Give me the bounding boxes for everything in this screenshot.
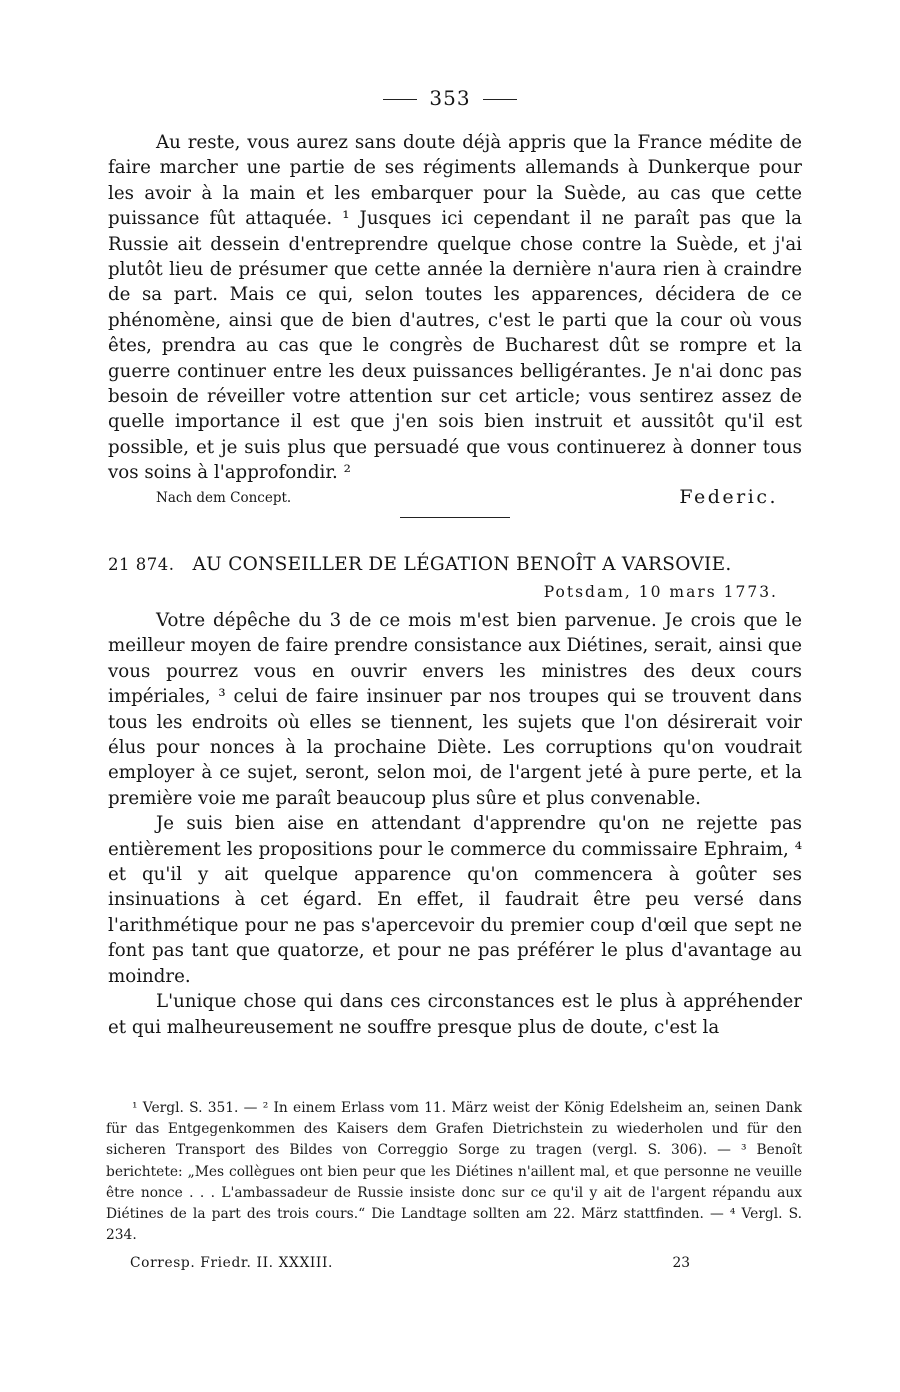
page-number: 353 [429,86,471,110]
signature-mark: 23 [672,1255,690,1271]
letter-1-paragraph: Au reste, vous aurez sans doute déjà appris que la France médite de faire marcher une partie de ses régiments allemands à Dunkerque pour les avoir à la main et les embarquer pour la Suède, au cas que cette puissance fût attaquée. ¹ Jusques ici cependant il ne paraît pas que la Russie ait dessein d'entreprendre quelque chose contre la Suède, et j'ai plutôt lieu de présumer que cette année la dernière n'aura rien à craindre de sa part. Mais ce qui, selon toutes les apparences, décidera de ce phénomène, ainsi que de bien d'autres, c'est le parti que la cour où vous êtes, prendra au cas que le congrès de Bucharest dût se rompre et la guerre continuer entre les deux puissances belligérantes. Je n'ai donc pas besoin de réveiller votre attention sur cet article; vous sentirez assez de quelle importance il est que j'en sois bien instruit et aussitôt qu'il est possible, et je suis plus que persuadé que vous continuerez à donner tous vos soins à l'approfondir. ² [108,132,802,484]
letter-2-paragraph-2: Je suis bien aise en attendant d'apprendre qu'on ne rejette pas entièrement les propositions pour le commerce du commissaire Ephraim, ⁴ et qu'il y ait quelque apparence qu'on commencera à goûter ses insinuations à cet égard. En effet, il faudrait être peu versé dans l'arithmétique pour ne pas s'apercevoir du premier coup d'œil que sept ne font pas tant que quatorze, et pour ne pas préférer le plus d'avantage au moindre. [108,813,802,987]
page-footer [130,1255,690,1277]
section-divider [400,517,510,518]
document-number: 21 874. [108,555,175,574]
document-title: AU CONSEILLER DE LÉGATION BENOÎT A VARSOVIE. [192,554,732,575]
letter-2-heading [108,553,802,577]
letter-1-body [108,130,802,486]
header-rule-right [483,99,517,100]
dateline: Potsdam, 10 mars 1773. [543,583,778,601]
letter-2-paragraph-3: L'unique chose qui dans ces circonstances est le plus à appréhender et qui malheureusement ne souffre presque plus de doute, c'est la [108,991,802,1038]
letter-1-closing [156,486,778,512]
source-note: Nach dem Concept. [156,490,292,506]
series-title: Corresp. Friedr. II. XXXIII. [130,1255,334,1271]
footnotes-text: ¹ Vergl. S. 351. — ² In einem Erlass vom 11. März weist der König Edelsheim an, seinen Dank für das Entgegenkommen des Kaisers dem Grafen Dietrichstein zu wiederholen und für den sicheren Transport des Bildes von Correggio Sorge zu tragen (vergl. S. 306). — ³ Benoît berichtete: „Mes collègues ont bien peur que les Diétines n'aillent mal, et que personne ne veuille être nonce . . . L'ambassadeur de Russie insiste donc sur ce qu'il y ait de l'argent répandu aux Diétines de la part des trois cours.“ Die Landtage sollten am 22. März stattfinden. — ⁴ Vergl. S. 234. [106,1100,802,1244]
page-header [0,86,900,110]
footnotes [106,1098,802,1246]
signature: Federic. [679,486,778,508]
header-rule-left [383,99,417,100]
letter-2-paragraph-1: Votre dépêche du 3 de ce mois m'est bien parvenue. Je crois que le meilleur moyen de faire prendre consistance aux Diétines, serait, ainsi que vous pourrez vous en ouvrir envers les ministres des deux cours impériales, ³ celui de faire insinuer par nos troupes qui se trouvent dans tous les endroits où elles se tiennent, les sujets que l'on désirerait voir élus pour nonces à la prochaine Diète. Les corruptions qu'on voudrait employer à ce sujet, seront, selon moi, de l'argent jeté à pure perte, et la première voie me paraît beaucoup plus sûre et plus convenable. [108,610,802,809]
letter-2-body [108,608,802,1040]
